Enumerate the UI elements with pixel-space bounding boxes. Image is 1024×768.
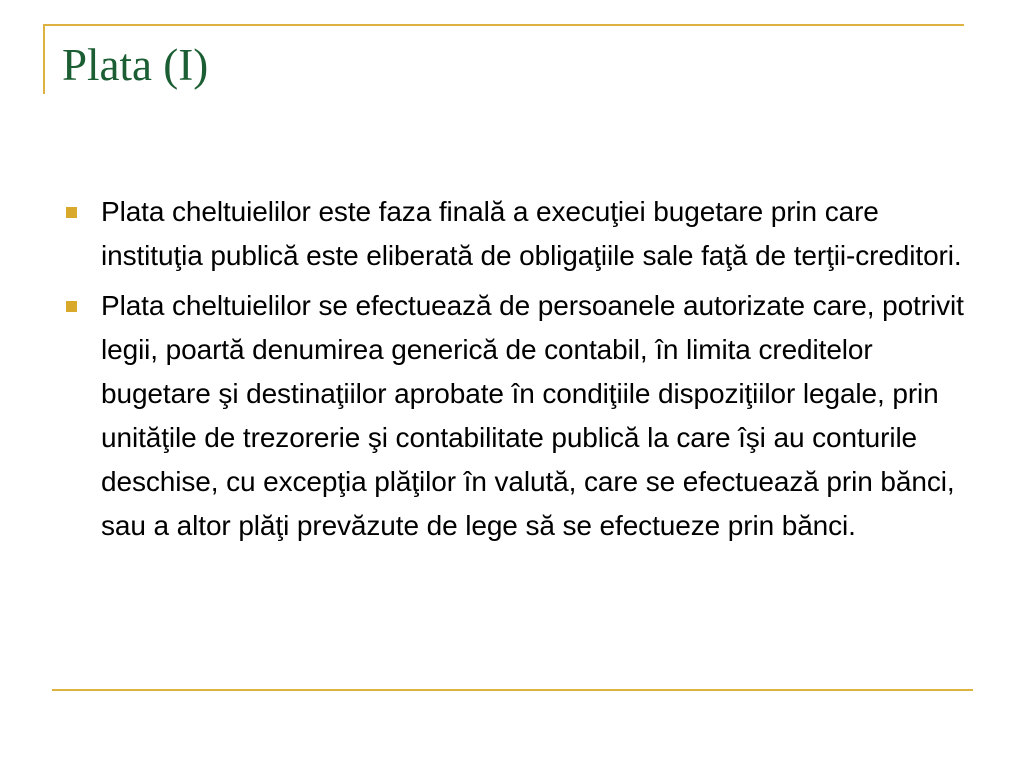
bullet-item — [64, 284, 974, 548]
square-bullet-icon — [66, 301, 77, 312]
bullet-list — [64, 190, 974, 554]
title-top-rule — [43, 24, 964, 26]
title-left-rule — [43, 24, 45, 94]
slide-title: Plata (I) — [62, 40, 209, 90]
bullet-text: Plata cheltuielilor se efectuează de persoanele autorizate care, potrivit legii, poartă denumirea generică de contabil, în limita creditelor bugetare şi destinaţiilor aprobate în condiţiile dispoziţiilor legale, prin unităţile de trezorerie şi contabilitate publică la care îşi au conturile deschise, cu excepţia plăţilor în valută, care se efectuează prin bănci, sau a altor plăţi prevăzute de lege să se efectueze prin bănci. — [101, 290, 964, 541]
square-bullet-icon — [66, 207, 77, 218]
footer-rule — [52, 689, 973, 691]
bullet-item — [64, 190, 974, 278]
bullet-text: Plata cheltuielilor este faza finală a execuţiei bugetare prin care instituţia publică este eliberată de obligaţiile sale faţă de terţii-creditori. — [101, 196, 962, 271]
